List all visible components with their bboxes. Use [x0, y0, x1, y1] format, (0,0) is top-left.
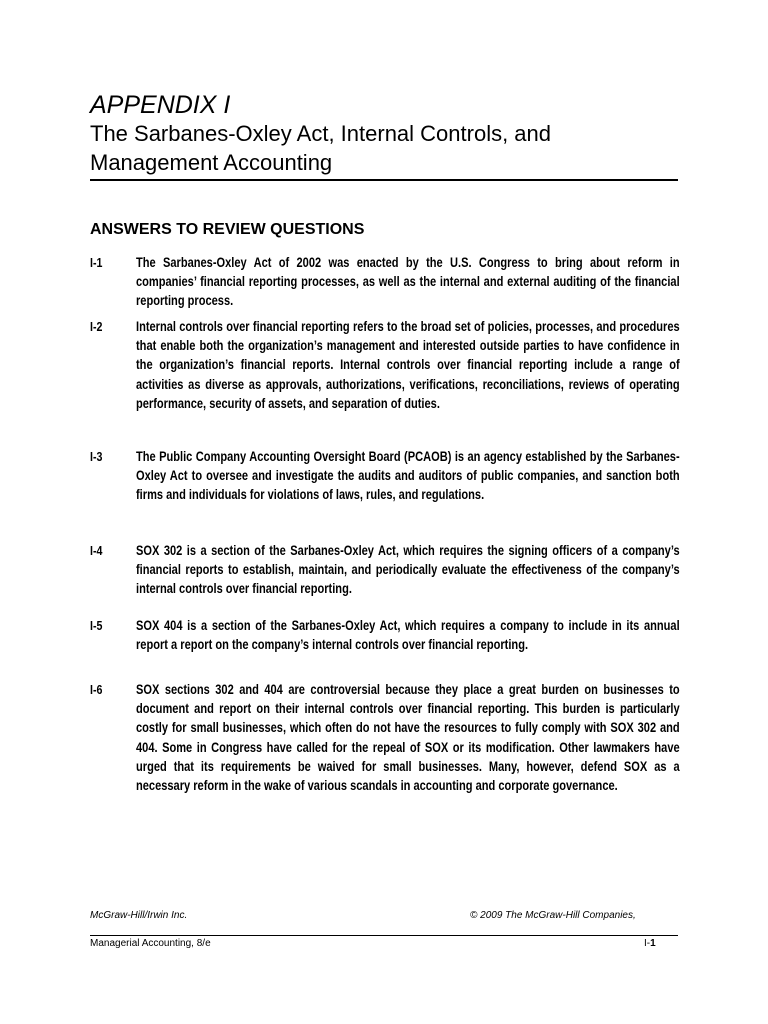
question-answer: The Public Company Accounting Oversight Board (PCAOB) is an agency established by the Sarbanes-Oxley Act to oversee and investigate the audits and auditors of public companies, and sanction both firms and individuals for violations of laws, rules, and regulations. — [136, 449, 680, 503]
title-divider — [90, 179, 678, 181]
footer-copyright: © 2009 The McGraw-Hill Companies, — [470, 910, 636, 921]
question-answer: The Sarbanes-Oxley Act of 2002 was enacted by the U.S. Congress to bring about reform in companies’ financial reporting processes, as well as the internal and external auditing of the financial reporting process. — [136, 255, 680, 309]
footer-divider — [90, 935, 678, 936]
question-number: I-2 — [90, 319, 103, 334]
page-number: 1 — [650, 938, 656, 949]
question-answer: SOX sections 302 and 404 are controversial because they place a great burden on businesses to document and report on their internal controls over financial reporting. This burden is particularly costly for small businesses, which often do not have the resources to fully comply with SOX 302 and 404. Some in Congress have called for the repeal of SOX or its modification. Other lawmakers have urged that its requirements be waived for small businesses. Many, however, defend SOX as a necessary reform in the wake of various scandals in accounting and corporate governance. — [136, 682, 680, 794]
question-number: I-5 — [90, 618, 103, 633]
question-number: I-6 — [90, 682, 103, 697]
footer-book-title: Managerial Accounting, 8/e — [90, 938, 211, 949]
appendix-label: APPENDIX I — [90, 91, 231, 119]
question-number: I-1 — [90, 255, 103, 270]
question-number: I-3 — [90, 449, 103, 464]
page-prefix: I- — [644, 938, 651, 949]
section-heading: ANSWERS TO REVIEW QUESTIONS — [90, 221, 365, 238]
footer-page-number — [644, 937, 656, 950]
chapter-title: The Sarbanes-Oxley Act, Internal Controls, and Management Accounting — [90, 121, 552, 175]
question-answer: Internal controls over financial reporting refers to the broad set of policies, processes, and procedures that enable both the organization’s management and interested outside parties to have confidence in the organization’s financial reports. Internal controls over financial reporting include a range of activities as diverse as approvals, authorizations, verifications, reconciliations, reviews of operating performance, security of assets, and separation of duties. — [136, 319, 680, 411]
question-number: I-4 — [90, 543, 103, 558]
footer-publisher: McGraw-Hill/Irwin Inc. — [90, 910, 188, 921]
question-answer: SOX 404 is a section of the Sarbanes-Oxley Act, which requires a company to include in its annual report a report on the company’s internal controls over financial reporting. — [136, 618, 680, 653]
question-answer: SOX 302 is a section of the Sarbanes-Oxley Act, which requires the signing officers of a company’s financial reports to establish, maintain, and periodically evaluate the effectiveness of the company’s internal controls over financial reporting. — [136, 543, 680, 597]
